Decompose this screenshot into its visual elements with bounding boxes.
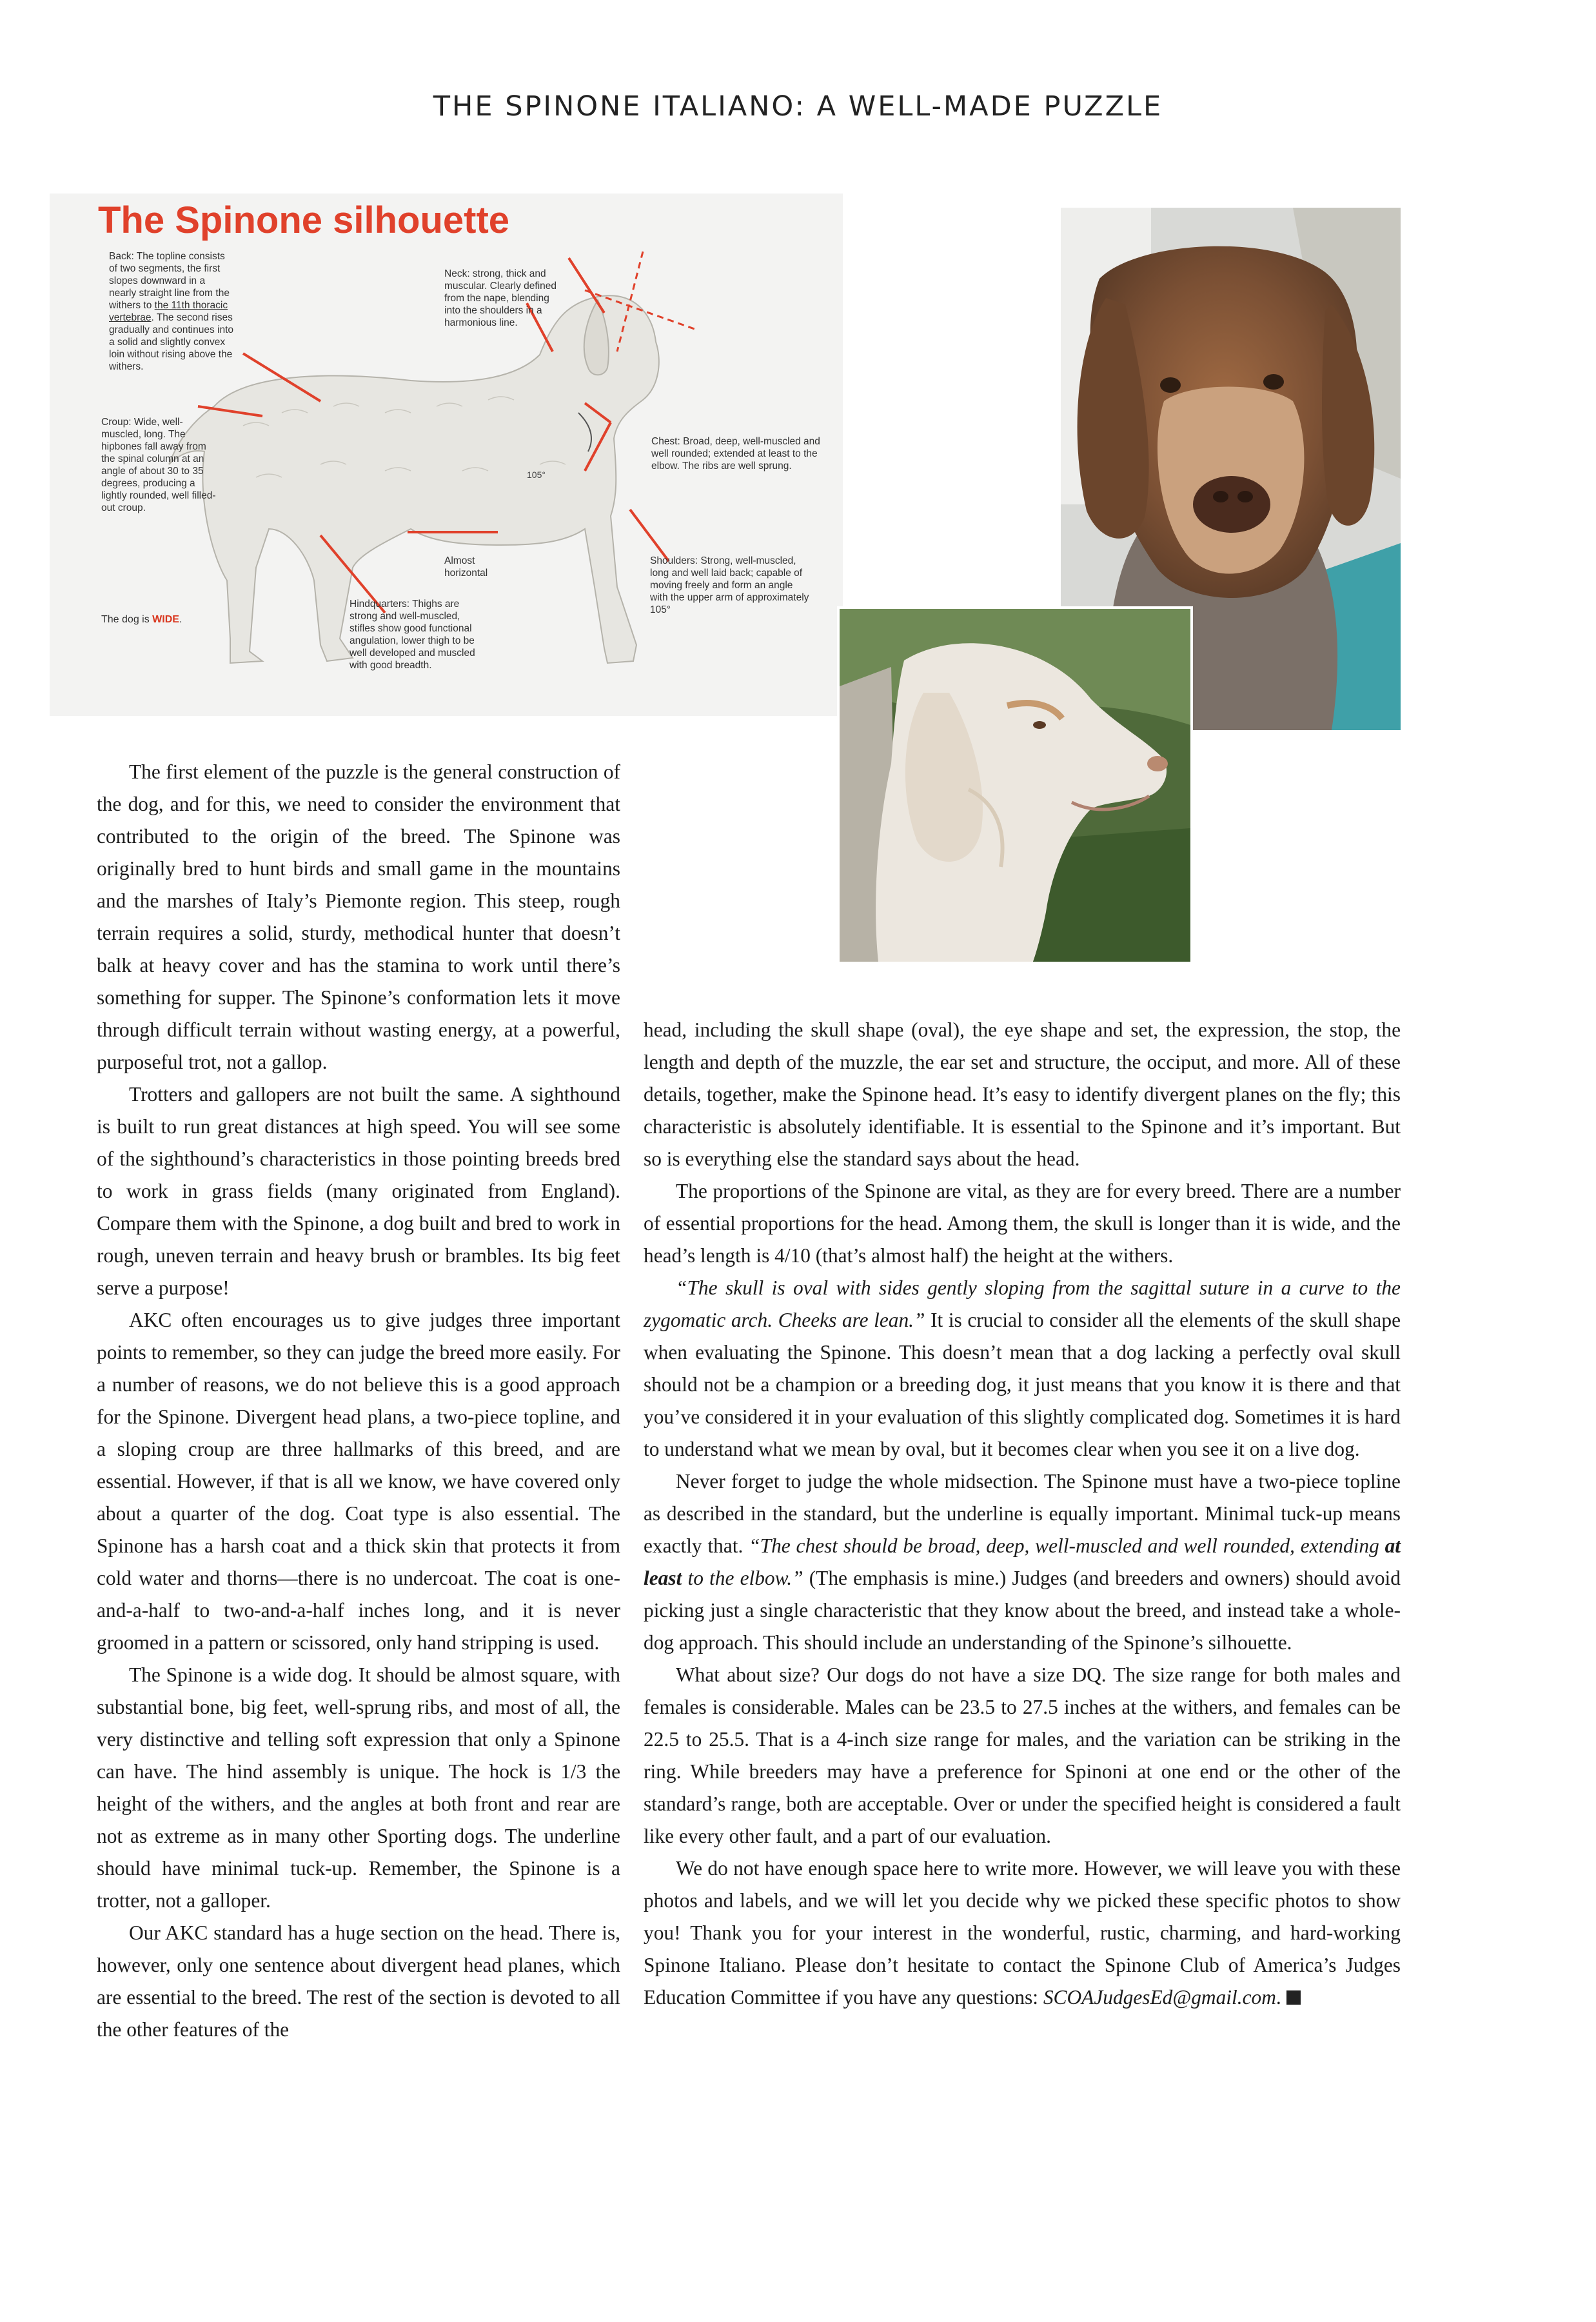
croup-annotation: Croup: Wide, well-muscled, long. The hipbones fall away from the spinal column at an angle of about 30 to 35 degrees, producing a lightly rounded, well filled-out croup. xyxy=(101,417,216,513)
chest-annotation: Chest: Broad, deep, well-muscled and well rounded; extended at least to the elbow. The ribs are well sprung. xyxy=(651,436,820,471)
paragraph: The first element of the puzzle is the general construction of the dog, and for this, we need to consider the environment that contributed to the origin of the breed. The Spinone was originally bred to hunt birds and small game in the mountains and the marshes of Italy’s Piemonte region. This steep, rough terrain requires a solid, sturdy, methodical hunter that doesn’t balk at heavy cover and has the stamina to work until there’s something for supper. The Spinone’s conformation lets it move through difficult terrain without wasting energy, at a powerful, purposeful trot, not a gallop. xyxy=(97,760,620,1073)
silhouette-diagram xyxy=(50,194,843,716)
back-annotation: Back: The topline consists of two segments, the first slopes downward in a nearly straight line from the withers to the 11th thoracic vertebrae. The second rises gradually and continues into a solid and slightly convex loin without rising above the withers. xyxy=(109,251,234,372)
paragraph: head, including the skull shape (oval), the eye shape and set, the expression, the stop, the length and depth of the muzzle, the ear set and structure, the occiput, and more. All of these details, together, make the Spinone head. It’s easy to identify divergent planes on the fly; this characteristic is absolutely identifiable. It is essential to the Spinone and it’s important. But so is everything else the standard says about the head. xyxy=(644,1018,1401,1170)
paragraph: “The skull is oval with sides gently sloping from the sagittal suture in a curve to the zygomatic arch. Cheeks are lean.” It is crucial to consider all the elements of the skull shape when evaluating the Spinone. This doesn’t mean that a dog lacking a perfectly oval skull should not be a champion or a breeding dog, it just means that you know it is there and that you’ve considered it in your evaluation of this slightly complicated dog. Sometimes it is hard to understand what we mean by oval, but it becomes clear when you see it on a live dog. xyxy=(644,1276,1401,1460)
paragraph: Never forget to judge the whole midsection. The Spinone must have a two-piece topline as described in the standard, but the underline is equally important. Minimal tuck-up means exactly that. “The chest should be broad, deep, well-muscled and well rounded, extending at least to the elbow.” (The emphasis is mine.) Judges (and breeders and owners) should avoid picking just a single characteristic that they know about the breed, and instead take a whole-dog approach. This should include an understanding of the Spinone’s silhouette. xyxy=(644,1470,1401,1654)
page-header: THE SPINONE ITALIANO: A WELL-MADE PUZZLE xyxy=(433,90,1163,123)
diagram-title: The Spinone silhouette xyxy=(98,199,510,241)
contact-email[interactable]: SCOAJudgesEd@gmail.com xyxy=(1043,1986,1276,2009)
paragraph: The Spinone is a wide dog. It should be almost square, with substantial bone, big feet, well-sprung ribs, and most of all, the very distinctive and telling soft expression that only a Spinone can have. The hind assembly is unique. The hock is 1/3 the height of the withers, and the angles at both front and rear are not as extreme as in many other Sporting dogs. The underline should have minimal tuck-up. Remember, the Spinone is a trotter, not a galloper. xyxy=(97,1663,620,1912)
neck-annotation: Neck: strong, thick and muscular. Clearly defined from the nape, blending into the shoulders in a harmonious line. xyxy=(444,268,557,328)
article-column-right xyxy=(644,1014,1401,2014)
paragraph: The proportions of the Spinone are vital, as they are for every breed. There are a number of essential proportions for the head. Among them, the skull is longer than it is wide, and the head’s length is 4/10 (that’s almost half) the height at the withers. xyxy=(644,1180,1401,1267)
paragraph: What about size? Our dogs do not have a size DQ. The size range for both males and females is considerable. Males can be 23.5 to 27.5 inches at the withers, and females can be 22.5 to 25.5. That is a 4-inch size range for males, and the variation can be striking in the ring. While breeders may have a preference for Spinoni at one end or the other of the standard’s range, both are acceptable. Over or under the specified height is considered a fault like every other fault, and a part of our evaluation. xyxy=(644,1663,1401,1847)
end-mark xyxy=(1286,1990,1301,2005)
angle-label: 105° xyxy=(527,470,546,480)
paragraph: Trotters and gallopers are not built the same. A sighthound is built to run great distances at high speed. You will see some of the sighthound’s characteristics in those pointing breeds bred to work in grass fields (many originated from England). Compare them with the Spinone, a dog built and bred to work in rough, uneven terrain and heavy brush or brambles. Its big feet serve a purpose! xyxy=(97,1083,620,1299)
paragraph: We do not have enough space here to write more. However, we will leave you with these photos and labels, and we will let you decide why we picked these specific photos to show you! Thank you for your interest in the wonderful, rustic, charming, and hard-working Spinone Italiano. Please don’t hesitate to contact the Spinone Club of America’s Judges Education Committee if you have any questions: SCOAJudgesEd@gmail.com. xyxy=(644,1857,1401,2009)
standard-quote: “The skull is oval with sides gently sloping from the sagittal suture in a curve to the zygomatic arch. Cheeks are lean.” xyxy=(644,1276,1401,1331)
almost-horizontal-annotation: Almost horizontal xyxy=(444,555,488,579)
paragraph: AKC often encourages us to give judges three important points to remember, so they can judge the breed more easily. For a number of reasons, we do not believe this is a good approach for the Spinone. Divergent head plans, a two-piece topline, and a sloping croup are three hallmarks of this breed, and are essential. However, if that is all we know, we have covered only about a quarter of the dog. Coat type is also essential. The Spinone has a harsh coat and a thick skin that protects it from cold water and thorns—there is no undercoat. The coat is one-and-a-half to two-and-a-half inches long, and it is never groomed in a pattern or scissored, only hand stripping is used. xyxy=(97,1309,620,1654)
standard-quote: “The chest should be broad, deep, well-muscled and well rounded, extending at least to the elbow.” xyxy=(644,1534,1401,1589)
hindquarters-annotation: Hindquarters: Thighs are strong and well-muscled, stifles show good functional angulation, lower thigh to be well developed and muscled with good breadth. xyxy=(350,599,475,671)
paragraph: Our AKC standard has a huge section on the head. There is, however, only one sentence about divergent head planes, which are essential to the breed. The rest of the section is devoted to all the other features of the xyxy=(97,1921,620,2041)
shoulders-annotation: Shoulders: Strong, well-muscled, long and well laid back; capable of moving freely and form an angle with the upper arm of approximately 105° xyxy=(650,555,809,615)
wide-annotation: The dog is WIDE. xyxy=(101,614,182,625)
article-column-left xyxy=(97,756,620,2046)
spinone-head-profile-photo xyxy=(837,606,1193,964)
